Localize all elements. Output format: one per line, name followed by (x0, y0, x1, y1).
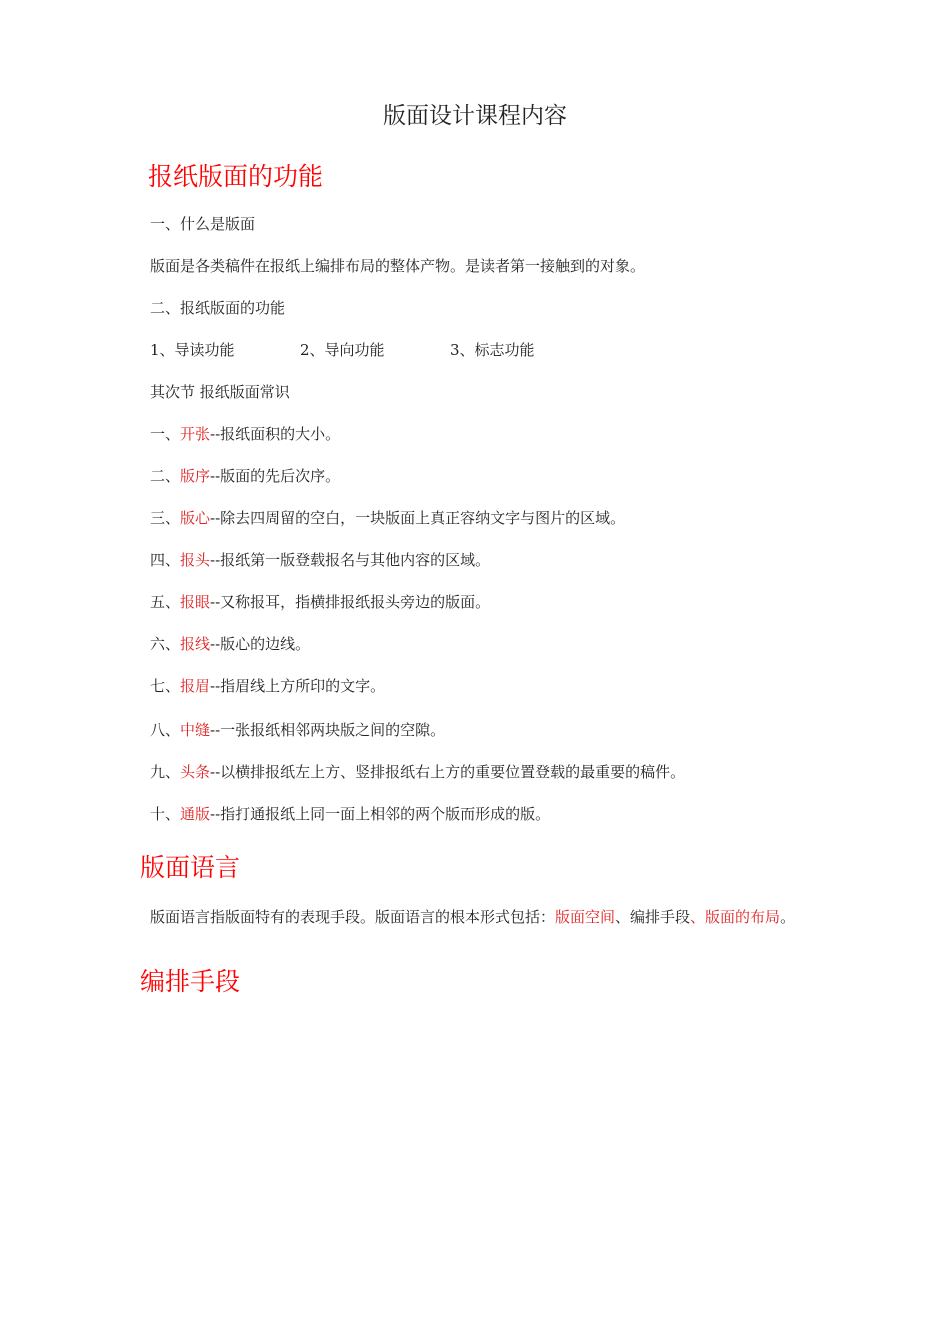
section-heading-editing-methods: 编排手段 (140, 967, 241, 996)
term-definition: --以横排报纸左上方、竖排报纸右上方的重要位置登载的最重要的稿件。 (210, 763, 686, 781)
term-number: 六、 (150, 635, 181, 653)
question-layout-functions: 二、报纸版面的功能 (150, 299, 286, 317)
term-name: 中缝 (180, 721, 211, 739)
term-number: 三、 (150, 509, 181, 527)
term-number: 五、 (150, 593, 181, 611)
term-name: 头条 (180, 763, 211, 781)
question-what-is-layout: 一、什么是版面 (150, 215, 256, 233)
term-definition: --指眉线上方所印的文字。 (210, 677, 386, 695)
term-definition: --报纸第一版登载报名与其他内容的区域。 (210, 551, 491, 569)
term-row (150, 803, 550, 825)
term-row (150, 549, 490, 571)
term-definition: --版心的边线。 (210, 635, 311, 653)
paragraph-text: 、编排手段 (615, 908, 691, 926)
term-name: 报线 (180, 635, 211, 653)
highlight-text: 、版面的布局 (690, 908, 781, 926)
term-name: 报眼 (180, 593, 211, 611)
functions-row (150, 339, 650, 361)
term-row (150, 761, 685, 783)
section-heading-functions: 报纸版面的功能 (148, 162, 324, 191)
paragraph-text: 。 (780, 908, 796, 926)
term-row (150, 591, 490, 613)
function-item: 1、导读功能 (150, 341, 235, 359)
term-number: 一、 (150, 425, 181, 443)
term-number: 八、 (150, 721, 181, 739)
term-number: 十、 (150, 805, 181, 823)
term-name: 版序 (180, 467, 211, 485)
term-number: 七、 (150, 677, 181, 695)
term-definition: --报纸面积的大小。 (210, 425, 341, 443)
term-name: 开张 (180, 425, 211, 443)
section-heading-layout-language: 版面语言 (140, 853, 241, 882)
highlight-text: 版面空间 (555, 908, 616, 926)
paragraph-text: 版面语言指版面特有的表现手段。版面语言的根本形式包括： (150, 908, 556, 926)
function-item: 3、标志功能 (450, 341, 535, 359)
subsection-title: 其次节 报纸版面常识 (150, 383, 290, 401)
term-name: 报眉 (180, 677, 211, 695)
term-name: 报头 (180, 551, 211, 569)
term-definition: --版面的先后次序。 (210, 467, 341, 485)
term-row (150, 507, 625, 529)
term-definition: --一张报纸相邻两块版之间的空隙。 (210, 721, 446, 739)
term-row (150, 465, 340, 487)
layout-language-paragraph (150, 906, 795, 928)
answer-what-is-layout: 版面是各类稿件在报纸上编排布局的整体产物。是读者第一接触到的对象。 (150, 257, 646, 275)
term-number: 九、 (150, 763, 181, 781)
term-definition: --指打通报纸上同一面上相邻的两个版而形成的版。 (210, 805, 551, 823)
term-name: 版心 (180, 509, 211, 527)
page-title: 版面设计课程内容 (383, 103, 567, 129)
term-definition: --又称报耳，指横排报纸报头旁边的版面。 (210, 593, 491, 611)
term-row (150, 675, 385, 697)
term-name: 通版 (180, 805, 211, 823)
term-row (150, 423, 340, 445)
term-row (150, 719, 445, 741)
term-definition: --除去四周留的空白，一块版面上真正容纳文字与图片的区域。 (210, 509, 626, 527)
term-row (150, 633, 310, 655)
term-number: 二、 (150, 467, 181, 485)
function-item: 2、导向功能 (300, 341, 385, 359)
term-number: 四、 (150, 551, 181, 569)
